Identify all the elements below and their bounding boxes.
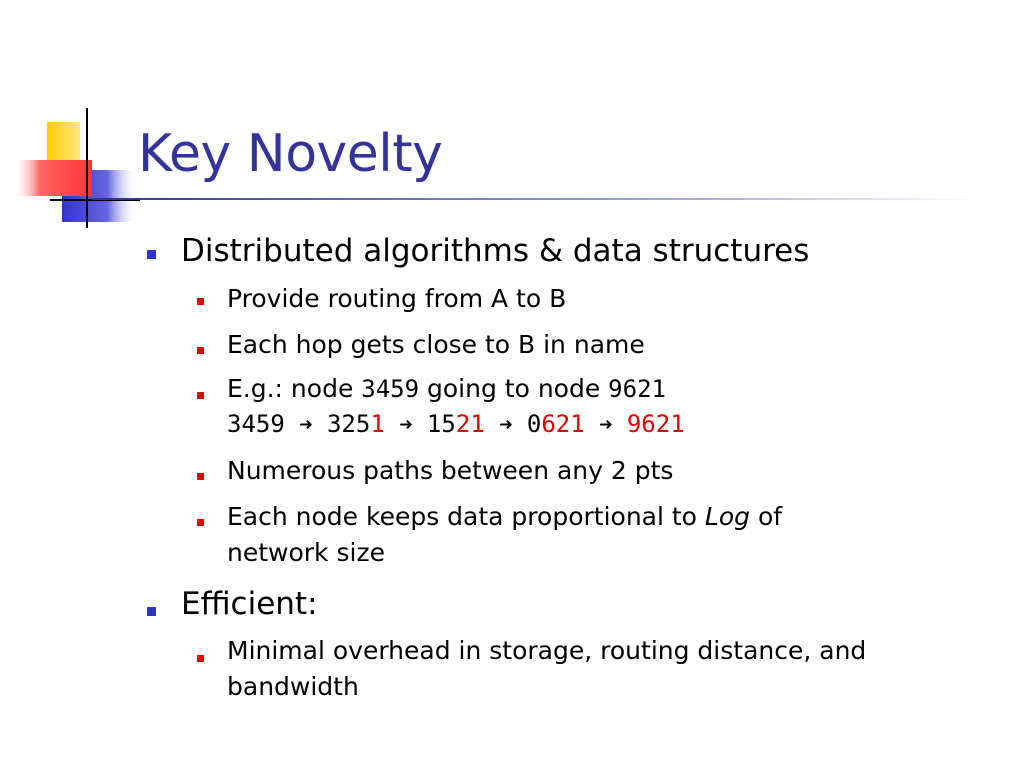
route-hop: 1521	[426, 410, 485, 438]
route-hop: 0621	[526, 410, 585, 438]
sub-bullet-example	[227, 374, 666, 403]
bullet-marker	[147, 250, 156, 259]
sub-bullet-minimal-overhead-cont: bandwidth	[227, 672, 359, 701]
bullet-marker	[147, 607, 156, 616]
sub-bullet-marker	[197, 298, 204, 305]
log-term: Log	[704, 502, 751, 531]
arrow-right-icon: ➜	[399, 413, 413, 438]
sub-bullet-marker	[197, 519, 204, 526]
sub-bullet-marker	[197, 347, 204, 354]
route-hop: 9621	[626, 410, 685, 438]
sub-bullet-minimal-overhead: Minimal overhead in storage, routing distance, and	[227, 636, 867, 665]
arrow-right-icon: ➜	[299, 413, 313, 438]
sub-bullet-marker	[197, 655, 204, 662]
sub-bullet-each-node-cont: network size	[227, 538, 385, 567]
sub-bullet-numerous-paths: Numerous paths between any 2 pts	[227, 456, 674, 485]
routing-path	[227, 410, 685, 438]
sub-bullet-each-node: Each node keeps data proportional to Log of	[227, 502, 783, 531]
sub-bullet-routing: Provide routing from A to B	[227, 284, 567, 313]
sub-bullet-each-hop: Each hop gets close to B in name	[227, 330, 645, 359]
arrow-right-icon: ➜	[499, 413, 513, 438]
example-node-target: 9621	[608, 375, 666, 403]
arrow-right-icon: ➜	[599, 413, 613, 438]
sub-bullet-marker	[197, 392, 204, 399]
sub-bullet-marker	[197, 473, 204, 480]
route-hop: 3459	[227, 410, 285, 438]
route-hop: 3251	[326, 410, 385, 438]
example-node-source: 3459	[361, 375, 420, 403]
bullet-distributed: Distributed algorithms & data structures	[181, 233, 810, 269]
bullet-efficient: Efficient:	[181, 586, 318, 622]
example-mid: going to node	[419, 374, 609, 403]
example-prefix: E.g.: node	[227, 374, 362, 403]
slide-title: Key Novelty	[138, 124, 443, 184]
